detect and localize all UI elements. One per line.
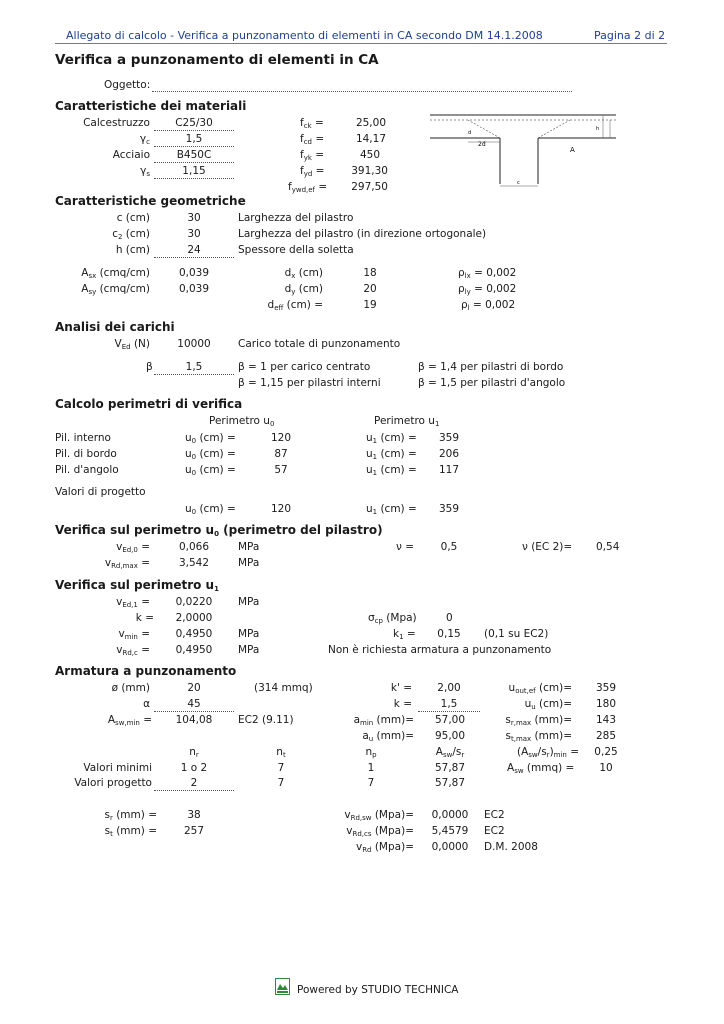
ved1-label: $v_{Ed,1}$ = xyxy=(116,596,150,609)
nu-ec2-value: 0,54 xyxy=(596,541,620,553)
st-max-value: 285 xyxy=(595,730,617,742)
calcestruzzo-label: Calcestruzzo xyxy=(83,117,150,129)
beta-note-4: β = 1,5 per pilastri d'angolo xyxy=(418,377,566,389)
fyk-value: 450 xyxy=(359,149,380,161)
fyk-label: $f_{yk}$ = xyxy=(300,149,325,162)
vrd-cs-label: $v_{Rd,cs}$ (Mpa)= xyxy=(346,825,414,838)
alpha-value: 45 xyxy=(154,698,234,712)
fcd-label: $f_{cd}$ = xyxy=(300,133,325,146)
vrdc-label: $v_{Rd,c}$ = xyxy=(116,644,150,657)
progetto-u1-label: $u_1$ (cm) = xyxy=(366,503,417,516)
progetto-u0-value: 120 xyxy=(270,503,292,515)
u-u-label: $u_u$ (cm)= xyxy=(524,698,572,711)
footer-powered-by: Powered by STUDIO TECHNICA xyxy=(297,984,459,996)
calcestruzzo-value: C25/30 xyxy=(154,117,234,131)
header-page-number: Pagina 2 di 2 xyxy=(594,29,666,42)
nu-label: ν = xyxy=(396,541,415,553)
beta-label: β xyxy=(146,361,153,373)
asw-min-value: 104,08 xyxy=(175,714,213,726)
vrd-sw-ref: EC2 xyxy=(484,809,505,821)
dx-label: $d_x$ (cm) xyxy=(284,267,323,280)
gamma-c-value: 1,5 xyxy=(154,133,234,147)
np-header: $n_p$ xyxy=(365,746,377,759)
ved-value: 10000 xyxy=(177,338,211,350)
vrdmax-value: 3,542 xyxy=(178,557,210,569)
ved-label: $V_{Ed}$ (N) xyxy=(114,338,150,351)
section-carichi-title: Analisi dei carichi xyxy=(55,320,175,334)
c2-label: $c_2$ (cm) xyxy=(112,228,150,241)
perimetri-row-label: Pil. di bordo xyxy=(55,448,117,460)
section-geometria-title: Caratteristiche geometriche xyxy=(55,194,246,208)
prog-np-value: 7 xyxy=(367,777,375,789)
progetto-u1-value: 359 xyxy=(438,503,460,515)
c-label: c (cm) xyxy=(116,212,150,224)
studio-technica-logo-icon xyxy=(275,978,290,995)
asy-value: 0,039 xyxy=(178,283,210,295)
prog-nr-value: 2 xyxy=(154,777,234,791)
sr-value: 38 xyxy=(187,809,201,821)
fyd-value: 391,30 xyxy=(351,165,388,177)
ved0-unit: MPa xyxy=(238,541,260,553)
u1-label: $u_1$ (cm) = xyxy=(366,432,417,445)
deff-label: $d_{eff}$ (cm) = xyxy=(267,299,323,312)
c2-value: 30 xyxy=(187,228,201,240)
u0-value: 87 xyxy=(274,448,288,460)
vrd-ref: D.M. 2008 xyxy=(484,841,538,853)
vrdmax-label: $v_{Rd,max}$ = xyxy=(104,557,150,570)
u1-value: 117 xyxy=(438,464,460,476)
asw-sr-min-value: 0,25 xyxy=(594,746,618,758)
oggetto-label: Oggetto: xyxy=(104,79,151,91)
vmin-unit: MPa xyxy=(238,628,260,640)
figure-label-h: h xyxy=(596,126,600,132)
fywd-label: $f_{ywd,ef}$ = xyxy=(288,181,328,194)
a-min-label: $a_{min}$ (mm)= xyxy=(353,714,414,727)
ved1-unit: MPa xyxy=(238,596,260,608)
a-u-label: $a_u$ (mm)= xyxy=(362,730,414,743)
vrd-sw-value: 0,0000 xyxy=(431,809,469,821)
figure-label-d: d xyxy=(468,130,472,136)
k-arm-value: 1,5 xyxy=(418,698,480,712)
vrdc-value: 0,4950 xyxy=(175,644,213,656)
armatura-note: Non è richiesta armatura a punzonamento xyxy=(328,644,552,656)
min-np-value: 1 xyxy=(367,762,375,774)
asw-value: 10 xyxy=(599,762,613,774)
nt-header: $n_t$ xyxy=(276,746,286,759)
fck-label: $f_{ck}$ = xyxy=(300,117,324,130)
k1-label: $k_1$ = xyxy=(393,628,416,641)
asw-min-ref: EC2 (9.11) xyxy=(238,714,294,726)
valori-minimi-label: Valori minimi xyxy=(83,762,152,774)
sigma-cp-value: 0 xyxy=(446,612,453,624)
k-prime-value: 2,00 xyxy=(437,682,461,694)
h-value: 24 xyxy=(154,244,234,258)
beta-note-1: β = 1 per carico centrato xyxy=(238,361,371,373)
beta-value: 1,5 xyxy=(154,361,234,375)
prog-asw-sr-value: 57,87 xyxy=(434,777,466,789)
acciaio-label: Acciaio xyxy=(112,149,150,161)
k-label: k = xyxy=(135,612,154,624)
min-asw-sr-value: 57,87 xyxy=(434,762,466,774)
h-description: Spessore della soletta xyxy=(238,244,354,256)
phi-label: ø (mm) xyxy=(111,682,150,694)
gamma-s-label: $\gamma_s$ xyxy=(140,165,150,178)
gamma-c-label: $\gamma_c$ xyxy=(139,133,150,146)
vrd-label: $v_{Rd}$ (Mpa)= xyxy=(355,841,414,854)
min-nr-value: 1 o 2 xyxy=(180,762,208,774)
header-rule xyxy=(55,43,667,44)
vrd-cs-value: 5,4579 xyxy=(431,825,469,837)
deff-value: 19 xyxy=(363,299,377,311)
u-out-value: 359 xyxy=(595,682,617,694)
k-value: 2,0000 xyxy=(175,612,213,624)
vmin-label: $v_{min}$ = xyxy=(118,628,150,641)
acciaio-value: B450C xyxy=(154,149,234,163)
phi-area: (314 mmq) xyxy=(254,682,313,694)
vrdmax-unit: MPa xyxy=(238,557,260,569)
k-prime-label: k' = xyxy=(390,682,412,694)
doc-title: Verifica a punzonamento di elementi in CA xyxy=(55,52,379,68)
nu-value: 0,5 xyxy=(440,541,458,553)
c-description: Larghezza del pilastro xyxy=(238,212,354,224)
vrd-cs-ref: EC2 xyxy=(484,825,505,837)
asx-value: 0,039 xyxy=(178,267,210,279)
valori-progetto-label: Valori di progetto xyxy=(55,486,146,498)
asx-label: $A_{sx}$ (cmq/cm) xyxy=(81,267,150,280)
perimetro-u0-header: Perimetro $u_0$ xyxy=(209,415,275,428)
u-u-value: 180 xyxy=(595,698,617,710)
u0-value: 57 xyxy=(274,464,288,476)
u1-label: $u_1$ (cm) = xyxy=(366,448,417,461)
vrd-value: 0,0000 xyxy=(431,841,469,853)
beta-note-3: β = 1,15 per pilastri interni xyxy=(238,377,381,389)
punching-shear-figure xyxy=(430,112,620,192)
phi-value: 20 xyxy=(187,682,201,694)
u0-label: $u_0$ (cm) = xyxy=(185,464,236,477)
nu-ec2-label: ν (EC 2)= xyxy=(522,541,573,553)
u-out-label: $u_{out,ef}$ (cm)= xyxy=(508,682,572,695)
section-materiali-title: Caratteristiche dei materiali xyxy=(55,99,247,113)
k-arm-label: k = xyxy=(393,698,412,710)
perimetri-row-label: Pil. d'angolo xyxy=(55,464,119,476)
figure-label-c: c xyxy=(517,180,520,186)
fck-value: 25,00 xyxy=(355,117,386,129)
c2-description: Larghezza del pilastro (in direzione ortogonale) xyxy=(238,228,487,240)
k1-value: 0,15 xyxy=(437,628,461,640)
ved0-label: $v_{Ed,0}$ = xyxy=(116,541,150,554)
dy-label: $d_y$ (cm) xyxy=(284,283,323,296)
h-label: h (cm) xyxy=(115,244,150,256)
vrdc-unit: MPa xyxy=(238,644,260,656)
section-verifica-u0-title: Verifica sul perimetro $u_0$ (perimetro del pilastro) xyxy=(55,523,383,538)
u1-value: 359 xyxy=(438,432,460,444)
sr-max-label: $s_{r,max}$ (mm)= xyxy=(505,714,572,727)
progetto-u0-label: $u_0$ (cm) = xyxy=(185,503,236,516)
ved1-value: 0,0220 xyxy=(175,596,213,608)
valori-progetto-arm-label: Valori progetto xyxy=(74,777,152,789)
section-perimetri-title: Calcolo perimetri di verifica xyxy=(55,397,243,411)
a-min-value: 57,00 xyxy=(434,714,466,726)
st-value: 257 xyxy=(183,825,205,837)
a-u-value: 95,00 xyxy=(434,730,466,742)
fyd-label: $f_{yd}$ = xyxy=(300,165,325,178)
u0-value: 120 xyxy=(270,432,292,444)
st-label: $s_t$ (mm) = xyxy=(104,825,157,838)
section-armatura-title: Armatura a punzonamento xyxy=(55,664,237,678)
asw-sr-min-label: $(A_{sw}/s_r)_{min}$ = xyxy=(517,746,580,759)
vmin-value: 0,4950 xyxy=(175,628,213,640)
sr-label: $s_r$ (mm) = xyxy=(104,809,157,822)
sr-max-value: 143 xyxy=(595,714,617,726)
c-value: 30 xyxy=(187,212,201,224)
u0-label: $u_0$ (cm) = xyxy=(185,432,236,445)
u1-label: $u_1$ (cm) = xyxy=(366,464,417,477)
alpha-label: α xyxy=(143,698,150,710)
fywd-value: 297,50 xyxy=(351,181,388,193)
fcd-value: 14,17 xyxy=(355,133,386,145)
asy-label: $A_{sy}$ (cmq/cm) xyxy=(81,283,150,296)
k1-note: (0,1 su EC2) xyxy=(484,628,549,640)
perimetri-row-label: Pil. interno xyxy=(55,432,111,444)
perimetro-u1-header: Perimetro $u_1$ xyxy=(374,415,440,428)
section-verifica-u1-title: Verifica sul perimetro $u_1$ xyxy=(55,578,219,593)
min-nt-value: 7 xyxy=(277,762,285,774)
figure-label-2d: 2d xyxy=(478,141,486,148)
rho-l: $\rho_l = 0,002$ xyxy=(461,299,516,312)
u1-value: 206 xyxy=(438,448,460,460)
sigma-cp-label: $\sigma_{cp}$ (Mpa) xyxy=(368,612,417,625)
st-max-label: $s_{t,max}$ (mm)= xyxy=(505,730,572,743)
rho-lx: $\rho_{lx} = 0,002$ xyxy=(458,267,517,280)
asw-sr-header: $A_{sw}/s_r$ xyxy=(435,746,465,759)
gamma-s-value: 1,15 xyxy=(154,165,234,179)
vrd-sw-label: $v_{Rd,sw}$ (Mpa)= xyxy=(344,809,414,822)
nr-header: $n_r$ xyxy=(189,746,199,759)
ved-description: Carico totale di punzonamento xyxy=(238,338,401,350)
header-title: Allegato di calcolo - Verifica a punzonamento di elementi in CA secondo DM 14.1.2008 xyxy=(66,29,543,42)
figure-label-a: A xyxy=(570,146,575,154)
asw-min-label: $A_{sw,min}$ = xyxy=(107,714,152,727)
oggetto-field xyxy=(152,91,572,92)
ved0-value: 0,066 xyxy=(178,541,210,553)
prog-nt-value: 7 xyxy=(277,777,285,789)
asw-label: $A_{sw}$ (mmq) = xyxy=(507,762,575,775)
beta-note-2: β = 1,4 per pilastri di bordo xyxy=(418,361,564,373)
u0-label: $u_0$ (cm) = xyxy=(185,448,236,461)
dy-value: 20 xyxy=(363,283,377,295)
rho-ly: $\rho_{ly} = 0,002$ xyxy=(458,283,517,296)
dx-value: 18 xyxy=(363,267,377,279)
